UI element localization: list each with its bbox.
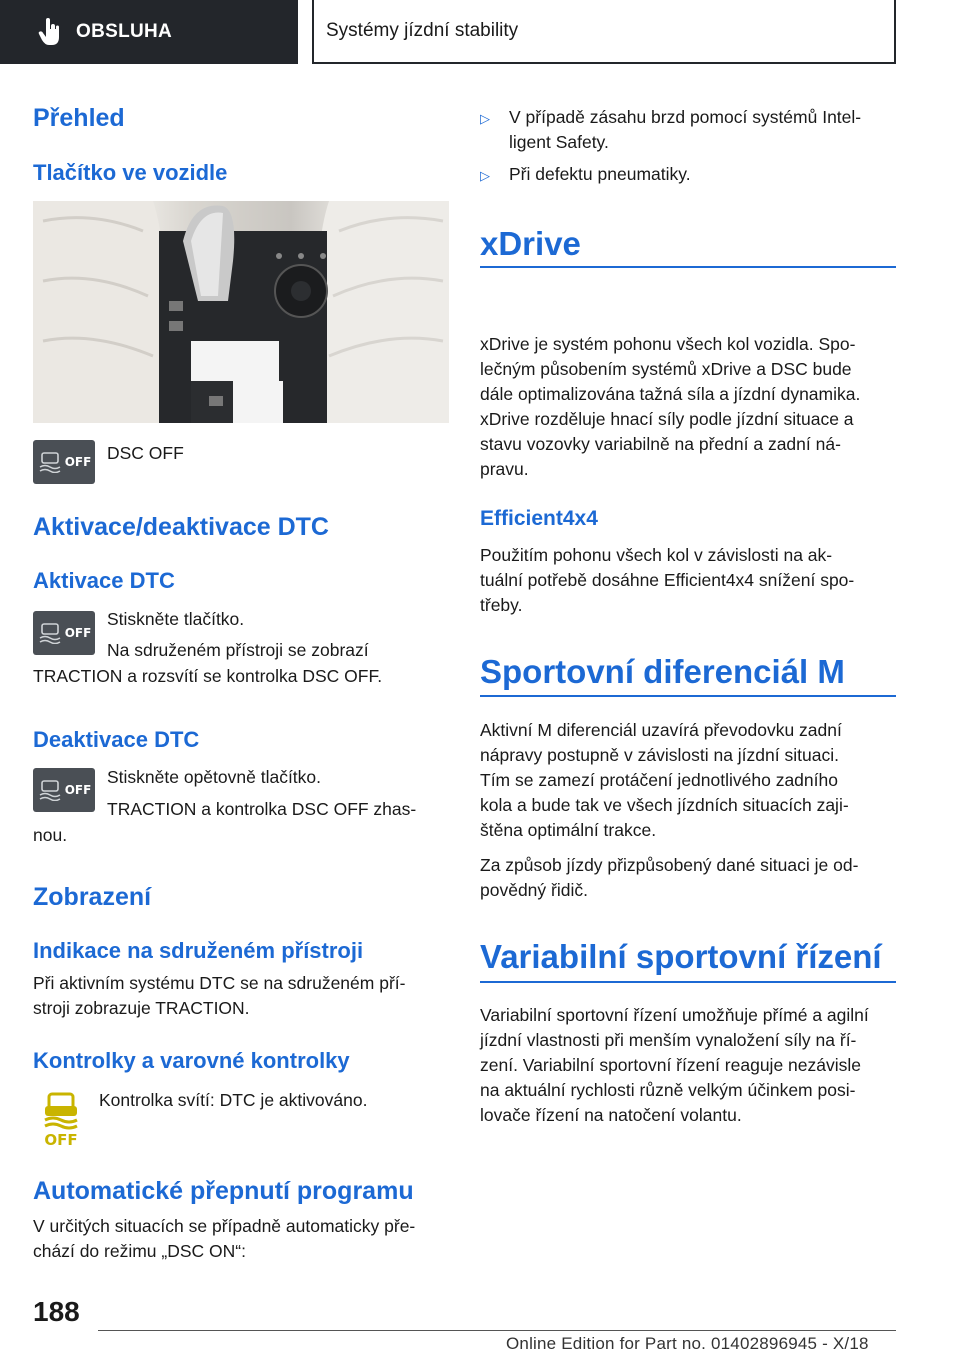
heading-prehled: Přehled xyxy=(33,104,125,132)
paragraph-line: pravu. xyxy=(480,459,529,479)
page-number: 188 xyxy=(33,1296,80,1327)
paragraph-line: nápravy postupně v závislosti na jízdní situaci. xyxy=(480,745,839,765)
aktivace-step-1: Stiskněte tlačítko. xyxy=(107,609,245,629)
center-console-photo xyxy=(33,201,449,423)
paragraph-line: lečným působením systémů xDrive a DSC bude xyxy=(480,359,852,379)
paragraph-line: kola a bude tak ve všech jízdních situacích zaji‐ xyxy=(480,795,849,815)
dsc-off-button-icon: OFF xyxy=(33,768,95,812)
section-rule xyxy=(480,695,896,697)
paragraph-line: na aktuální rychlosti různě velkým účinkem posi‐ xyxy=(480,1080,856,1100)
paragraph-line: Za způsob jízdy přizpůsobený dané situaci je od‐ xyxy=(480,855,859,875)
paragraph-line: Aktivní M diferenciál uzavírá převodovku zadní xyxy=(480,720,842,740)
bullet-triangle-icon: ▷ xyxy=(480,168,490,183)
dsc-off-button-icon: OFF xyxy=(33,440,95,484)
paragraph-line: tuální potřebě dosáhne Efficient4x4 snížení spo‐ xyxy=(480,570,855,590)
paragraph-line: povědný řidič. xyxy=(480,880,588,900)
indikace-line-1: Při aktivním systému DTC se na sdruženém pří‐ xyxy=(33,973,406,993)
kontrolky-text: Kontrolka svítí: DTC je aktivováno. xyxy=(99,1090,368,1110)
paragraph-line: dále optimalizována tažná síla a jízdní dynamika. xyxy=(480,384,861,404)
dsc-off-button-icon: OFF xyxy=(33,611,95,655)
aktivace-step-2: Na sdruženém přístroji se zobrazí xyxy=(107,640,369,660)
paragraph-line: štěna optimální trakce. xyxy=(480,820,657,840)
paragraph-line: třeby. xyxy=(480,595,523,615)
paragraph-line: Tím se zamezí protáčení jednotlivého zadního xyxy=(480,770,838,790)
paragraph-line: zení. Variabilní sportovní řízení reaguje nezávisle xyxy=(480,1055,861,1075)
heading-kontrolky: Kontrolky a varovné kontrolky xyxy=(33,1048,350,1073)
auto-line-2: chází do režimu „DSC ON“: xyxy=(33,1241,246,1261)
auto-line-1: V určitých situacích se případně automaticky pře‐ xyxy=(33,1216,416,1236)
section-rule xyxy=(480,981,896,983)
footer-rule xyxy=(98,1330,896,1331)
heading-auto-prepnuti: Automatické přepnutí programu xyxy=(33,1177,414,1205)
paragraph-line: xDrive rozděluje hnací síly podle jízdní situace a xyxy=(480,409,854,429)
hand-pointer-icon xyxy=(30,12,70,52)
header-chapter-label: Systémy jízdní stability xyxy=(326,20,519,41)
heading-zobrazeni: Zobrazení xyxy=(33,883,152,911)
heading-efficient4x4: Efficient4x4 xyxy=(480,507,598,530)
paragraph-line: jízdní vlastnosti při menším vynaložení síly na ří‐ xyxy=(480,1030,857,1050)
header-section-tab xyxy=(0,0,298,64)
heading-indikace: Indikace na sdruženém přístroji xyxy=(33,938,364,963)
paragraph-line: xDrive je systém pohonu všech kol vozidla. Spo‐ xyxy=(480,334,856,354)
paragraph-line: Variabilní sportovní řízení umožňuje přímé a agilní xyxy=(480,1005,869,1025)
heading-variabilni-rizeni: Variabilní sportovní řízení xyxy=(480,938,882,975)
svg-text:OFF: OFF xyxy=(44,1131,78,1148)
section-rule xyxy=(480,266,896,268)
heading-deaktivace-dtc: Deaktivace DTC xyxy=(33,727,200,752)
aktivace-step-3: TRACTION a rozsvítí se kontrolka DSC OFF. xyxy=(33,666,383,686)
dsc-off-label: DSC OFF xyxy=(107,443,184,463)
paragraph-line: stavu vozovky variabilně na přední a zadní ná‐ xyxy=(480,434,841,454)
paragraph-line: Použitím pohonu všech kol v závislosti na ak‐ xyxy=(480,545,833,565)
heading-aktivace-dtc: Aktivace DTC xyxy=(33,568,175,593)
deaktivace-step-3: nou. xyxy=(33,825,68,845)
dtc-warning-light-icon xyxy=(39,1090,83,1148)
heading-sportovni-diferencial: Sportovní diferenciál M xyxy=(480,653,845,690)
deaktivace-step-2: TRACTION a kontrolka DSC OFF zhas‐ xyxy=(107,799,417,819)
heading-xdrive: xDrive xyxy=(480,225,581,262)
paragraph-line: lovače řízení na natočení volantu. xyxy=(480,1105,742,1125)
bullet-triangle-icon: ▷ xyxy=(480,111,490,126)
header-section-label: OBSLUHA xyxy=(76,21,173,42)
header-chapter-tab xyxy=(312,0,896,64)
deaktivace-step-1: Stiskněte opětovně tlačítko. xyxy=(107,767,322,787)
heading-aktivace-deaktivace: Aktivace/deaktivace DTC xyxy=(33,513,329,541)
heading-tlacitko: Tlačítko ve vozidle xyxy=(33,160,228,185)
indikace-line-2: stroji zobrazuje TRACTION. xyxy=(33,998,250,1018)
footer-edition: Online Edition for Part no. 01402896945 - X/18 xyxy=(506,1334,869,1353)
